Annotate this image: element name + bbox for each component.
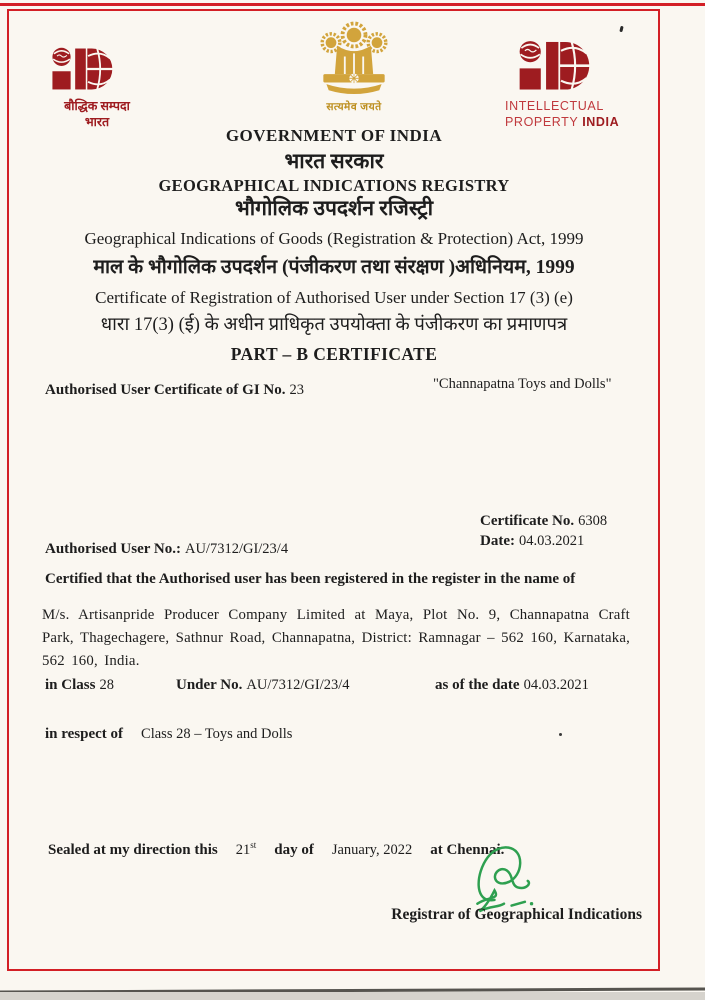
ip-india-logo-right: [505, 40, 645, 131]
part-b-certificate-title: PART – B CERTIFICATE: [230, 344, 438, 364]
as-of-date-label: as of the date: [435, 677, 520, 693]
sealed-suffix: at Chennai.: [430, 841, 505, 858]
registrar-title: Registrar of Geographical Indications: [391, 906, 642, 923]
left-logo-label-line2: भारत: [84, 114, 110, 129]
certificate-no-label: Certificate No.: [480, 513, 575, 529]
certificate-no-value: 6308: [578, 513, 608, 529]
ip-india-logo-left: [42, 47, 152, 130]
in-respect-of-row: [45, 725, 292, 743]
act-title-hindi: माल के भौगोलिक उपदर्शन (पंजीकरण तथा संरक्षण )अधिनियम, 1999: [93, 257, 575, 278]
section-title-hindi: धारा 17(3) (ई) के अधीन प्राधिकृत उपयोक्ता के पंजीकरण का प्रमाणपत्र: [100, 315, 568, 335]
ip-logo-icon: [50, 47, 114, 94]
gi-number-value: 23: [289, 382, 305, 398]
ashoka-lion-capital-icon: [308, 18, 400, 98]
in-respect-of-label: in respect of: [45, 726, 124, 742]
under-no-value: AU/7312/GI/23/4: [246, 677, 350, 693]
class-number: 28: [99, 677, 114, 693]
in-class-cell: [45, 676, 114, 694]
government-of-india-title: GOVERNMENT OF INDIA: [225, 126, 443, 145]
as-of-date-cell: [435, 676, 589, 694]
sealed-middle: day of: [274, 841, 314, 858]
gi-name: "Channapatna Toys and Dolls": [433, 376, 612, 392]
act-title: Geographical Indications of Goods (Registration & Protection) Act, 1999: [84, 229, 584, 248]
right-logo-label-line1: INTELLECTUAL: [505, 99, 604, 113]
authorised-user-label: Authorised User No.:: [45, 541, 181, 557]
authorised-user-value: AU/7312/GI/23/4: [184, 541, 289, 557]
scan-artifact: [559, 733, 562, 736]
left-logo-label-line1: बौद्धिक सम्पदा: [64, 99, 130, 113]
in-class-label: in Class: [45, 677, 96, 693]
section-title: Certificate of Registration of Authorised User under Section 17 (3) (e): [95, 288, 573, 307]
date-value: 04.03.2021: [518, 533, 585, 549]
emblem-motto: सत्यमेव जयते: [326, 102, 382, 113]
right-logo-label-line2: PROPERTY: [505, 115, 579, 130]
top-red-rule: [0, 3, 705, 6]
registry-title: GEOGRAPHICAL INDICATIONS REGISTRY: [158, 176, 510, 195]
sealed-line: [48, 840, 504, 859]
gi-number-row: [45, 381, 304, 399]
as-of-date-value: 04.03.2021: [523, 677, 589, 693]
sealed-day: 21st: [235, 840, 257, 858]
certified-statement: Certified that the Authorised user has been registered in the register in the name of: [45, 571, 576, 587]
sealed-day-suffix: st: [250, 840, 257, 850]
registry-title-hindi: भौगोलिक उपदर्शन रजिस्ट्री: [234, 196, 434, 220]
ip-logo-icon: [517, 40, 591, 95]
sealed-date: January, 2022: [331, 841, 413, 858]
under-no-label: Under No.: [176, 677, 243, 693]
national-emblem: [306, 18, 402, 114]
under-no-cell: [176, 676, 350, 694]
registrant-address: M/s. Artisanpride Producer Company Limited at Maya, Plot No. 9, Channapatna Craft Park, Thagechagere, Sathnur Road, Channapatna, District: Ramnagar – 562 160, Karnataka, 562 160, India.: [42, 607, 630, 669]
government-of-india-title-hindi: भारत सरकार: [284, 149, 384, 173]
right-logo-label-india: INDIA: [582, 115, 620, 130]
gi-number-label: Authorised User Certificate of GI No.: [45, 382, 286, 398]
date-label: Date:: [480, 533, 515, 549]
scan-background-strip: [0, 992, 705, 1000]
in-respect-of-value: Class 28 – Toys and Dolls: [141, 726, 293, 742]
sealed-prefix: Sealed at my direction this: [48, 841, 218, 858]
authorised-user-row: [45, 540, 288, 558]
certificate-no-block: [480, 511, 607, 551]
